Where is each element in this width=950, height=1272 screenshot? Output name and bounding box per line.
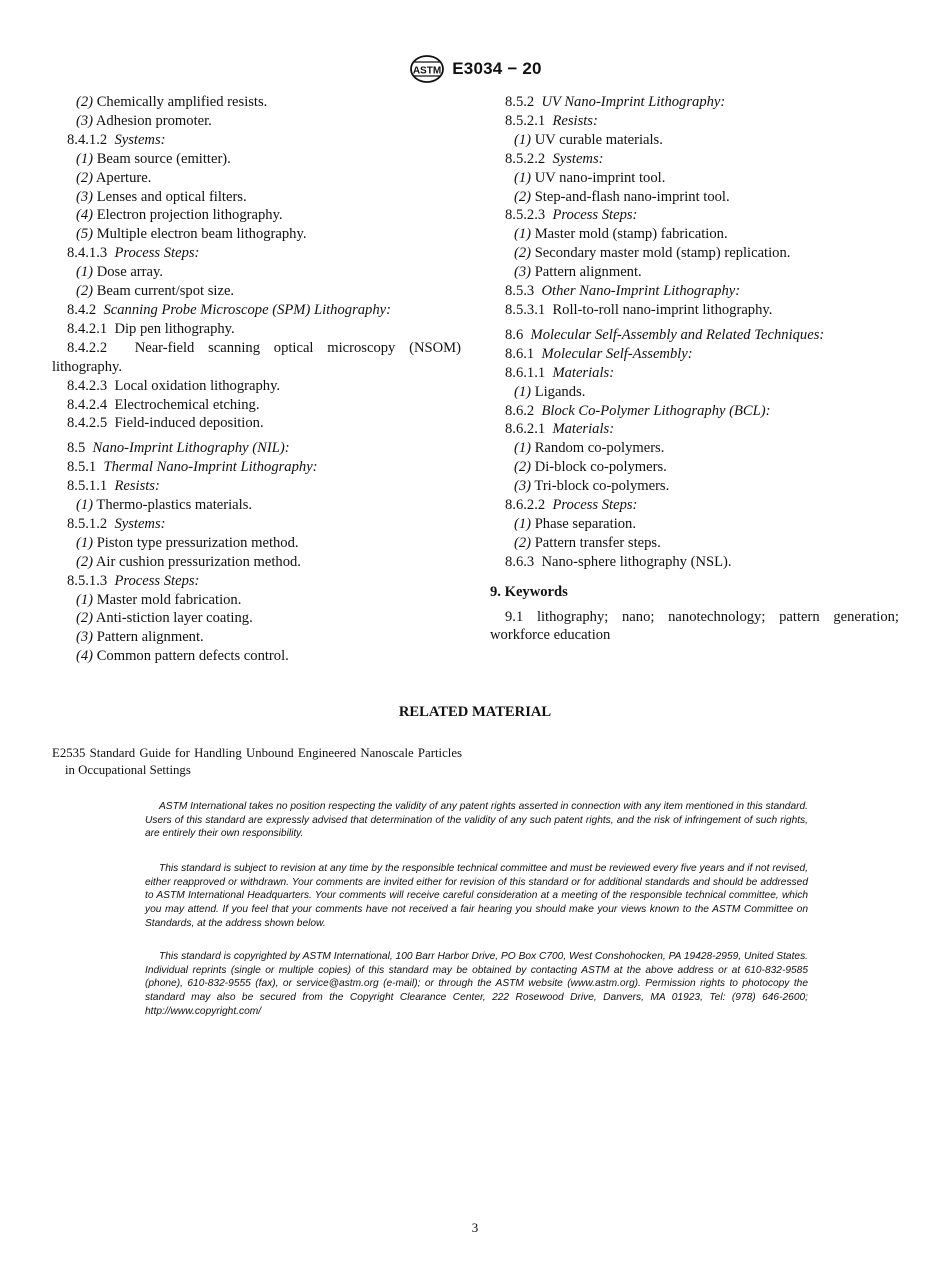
list-item (52, 206, 461, 225)
revision-notice-text: This standard is subject to revision at any time by the responsible technical committee and must be reviewed every five years and if not revised, either reapproved or withdrawn. Your comments are invited either for revision of this standard or for additional standards and should be addressed to ASTM International Headquarters. Your comments will receive careful consideration at a meeting of the responsible technical committee, which you may attend. If you feel that your comments have not received a fair hearing you should make your views known to the ASTM Committee on Standards, at the address shown below. (145, 863, 808, 929)
section-line (490, 301, 899, 320)
section-number: 8.5.1 (67, 459, 97, 476)
list-item-text: Pattern transfer steps. (534, 534, 661, 551)
section-heading: Materials: (552, 421, 615, 438)
list-item-text: Tri-block co-polymers. (534, 478, 670, 495)
list-item-number: (1) (514, 440, 532, 457)
section-line (490, 553, 899, 572)
list-item-text: Chemically amplified resists. (96, 94, 268, 110)
section-number: 8.5.1.2 (67, 515, 108, 532)
section-line (490, 206, 899, 225)
list-item-text: Secondary master mold (stamp) replication. (534, 245, 791, 262)
list-item (490, 439, 899, 458)
list-item (52, 169, 461, 188)
list-item-number: (3) (76, 188, 94, 205)
list-item-text: Electron projection lithography. (96, 207, 283, 224)
list-item (490, 263, 899, 282)
list-item-number: (2) (76, 610, 94, 627)
section-line (490, 112, 899, 131)
list-item-text: UV curable materials. (534, 131, 663, 148)
list-item-text: Aperture. (95, 169, 152, 186)
section-line (52, 572, 461, 591)
section-text: Nano-sphere lithography (NSL). (541, 553, 732, 570)
section-heading: Process Steps: (114, 572, 200, 589)
list-item (490, 244, 899, 263)
right-column (490, 93, 899, 645)
list-item (52, 225, 461, 244)
section-heading: Resists: (552, 112, 598, 129)
section-line (490, 420, 899, 439)
list-item-text: Random co-polymers. (534, 440, 665, 457)
list-item-number: (2) (514, 534, 532, 551)
list-item-text: Di-block co-polymers. (534, 459, 667, 476)
section-number: 8.5.2 (505, 94, 535, 110)
copyright-notice (145, 950, 808, 1019)
section-heading: Resists: (114, 478, 160, 495)
section-line (490, 496, 899, 515)
page-number: 3 (471, 1220, 479, 1235)
list-item (52, 150, 461, 169)
list-item (52, 263, 461, 282)
list-item (52, 609, 461, 628)
section-text: Near-field scanning optical microscopy (NSOM) lithography. (52, 339, 462, 375)
list-item-text: Pattern alignment. (96, 629, 204, 646)
section-number: 8.6.1 (505, 345, 535, 362)
list-item-text: Adhesion promoter. (95, 112, 212, 129)
list-item (52, 553, 461, 572)
section-line (52, 377, 461, 396)
section-heading: Systems: (114, 131, 166, 148)
section-heading: Materials: (552, 364, 615, 381)
document-designation: E3034 − 20 (452, 59, 542, 78)
section-line (52, 244, 461, 263)
section-number: 8.4.2.3 (67, 377, 108, 394)
svg-text:ASTM: ASTM (413, 65, 442, 77)
list-item-number: (4) (76, 648, 94, 665)
section-text: Electrochemical etching. (114, 396, 260, 413)
list-item-text: UV nano-imprint tool. (534, 169, 666, 186)
list-item-text: Phase separation. (534, 515, 637, 532)
list-item-number: (3) (76, 112, 94, 129)
section-line (52, 131, 461, 150)
list-item (490, 515, 899, 534)
section-number: 8.6 (505, 326, 524, 343)
right-column-items (490, 93, 899, 572)
section-number: 8.6.2.1 (505, 421, 546, 438)
list-item-number: (5) (76, 226, 94, 243)
section-number: 8.4.2 (67, 301, 97, 318)
list-item-number: (3) (514, 264, 532, 281)
list-item-text: Piston type pressurization method. (96, 534, 299, 551)
list-item-text: Beam source (emitter). (96, 150, 231, 167)
list-item-number: (3) (76, 629, 94, 646)
list-item-number: (1) (514, 131, 532, 148)
section-line (490, 326, 899, 345)
list-item-text: Thermo-plastics materials. (96, 497, 253, 514)
related-material-heading: RELATED MATERIAL (398, 704, 552, 720)
list-item (52, 188, 461, 207)
section-line (490, 93, 899, 112)
section-line (52, 396, 461, 415)
section-number: 8.6.1.1 (505, 364, 546, 381)
list-item-number: (1) (76, 591, 94, 608)
list-item-number: (2) (514, 459, 532, 476)
list-item (490, 131, 899, 150)
page-header (0, 54, 950, 84)
section-heading: Process Steps: (114, 245, 200, 262)
section-heading: Molecular Self-Assembly: (541, 345, 693, 362)
section-number: 8.6.2.2 (505, 497, 546, 514)
list-item (52, 93, 461, 112)
list-item (490, 225, 899, 244)
section-text: Roll-to-roll nano-imprint lithography. (552, 301, 773, 318)
list-item-text: Anti-stiction layer coating. (95, 610, 253, 627)
section-line (490, 364, 899, 383)
list-item-text: Master mold fabrication. (96, 591, 242, 608)
section-line (52, 458, 461, 477)
list-item (490, 383, 899, 402)
section-line (52, 477, 461, 496)
section-line (490, 345, 899, 364)
list-item-text: Master mold (stamp) fabrication. (534, 226, 728, 243)
list-item-text: Beam current/spot size. (96, 283, 235, 300)
list-item-number: (1) (514, 226, 532, 243)
list-item (52, 591, 461, 610)
section-number: 8.5.3 (505, 283, 535, 300)
section-heading: Systems: (114, 515, 166, 532)
section-number: 8.5.2.1 (505, 112, 546, 129)
section-line (490, 282, 899, 301)
list-item (52, 282, 461, 301)
list-item-text: Pattern alignment. (534, 264, 642, 281)
section-number: 8.4.2.4 (67, 396, 108, 413)
section-heading: Molecular Self-Assembly and Related Techniques: (530, 326, 825, 343)
revision-notice (145, 862, 808, 931)
list-item-number: (2) (76, 169, 94, 186)
list-item-text: Step-and-flash nano-imprint tool. (534, 188, 730, 205)
section-heading: Block Co-Polymer Lithography (BCL): (541, 402, 771, 419)
keywords-text: 9.1 lithography; nano; nanotechnology; pattern generation; workforce education (490, 608, 899, 644)
list-item-number: (1) (76, 264, 94, 281)
keywords-heading: 9. Keywords (490, 583, 568, 600)
list-item-number: (3) (514, 478, 532, 495)
list-item-text: Common pattern defects control. (96, 648, 289, 665)
list-item-text: Dose array. (96, 264, 164, 281)
astm-logo-icon (408, 54, 446, 84)
section-line (52, 339, 461, 377)
list-item (490, 477, 899, 496)
section-heading: UV Nano-Imprint Lithography: (541, 94, 726, 110)
section-heading: Scanning Probe Microscope (SPM) Lithography: (103, 301, 391, 318)
section-number: 8.6.3 (505, 553, 535, 570)
section-heading: Process Steps: (552, 497, 638, 514)
section-number: 8.4.1.3 (67, 245, 108, 262)
section-line (490, 150, 899, 169)
section-heading: Nano-Imprint Lithography (NIL): (92, 440, 290, 457)
section-number: 8.4.1.2 (67, 131, 108, 148)
list-item-number: (2) (514, 188, 532, 205)
section-line (52, 414, 461, 433)
patent-notice-text: ASTM International takes no position respecting the validity of any patent rights asserted in connection with any item mentioned in this standard. Users of this standard are expressly advised that determination of the validity of any such patent rights, and the risk of infringement of such rights, are entirely their own responsibility. (145, 801, 808, 840)
related-material-item: E2535 Standard Guide for Handling Unbound Engineered Nanoscale Particles in Occupational Settings (52, 746, 462, 777)
list-item-number: (1) (76, 150, 94, 167)
list-item-text: Multiple electron beam lithography. (96, 226, 307, 243)
list-item-number: (2) (514, 245, 532, 262)
section-line (52, 320, 461, 339)
list-item (490, 458, 899, 477)
section-number: 8.5.2.2 (505, 150, 546, 167)
copyright-notice-text: This standard is copyrighted by ASTM International, 100 Barr Harbor Drive, PO Box C700, West Conshohocken, PA 19428-2959, United States. Individual reprints (single or multiple copies) of this standard may be obtained by contacting ASTM at the above address or at 610-832-9585 (phone), 610-832-9555 (fax), or service@astm.org (e-mail); or through the ASTM website (www.astm.org). Permission rights to photocopy the standard may also be secured from the Copyright Clearance Center, 222 Rosewood Drive, Danvers, MA 01923, Tel: (978) 646-2600; http://www.copyright.com/ (145, 951, 808, 1017)
section-line (52, 301, 461, 320)
list-item-number: (1) (514, 383, 532, 400)
list-item-number: (4) (76, 207, 94, 224)
section-text: Local oxidation lithography. (114, 377, 281, 394)
section-heading: Process Steps: (552, 207, 638, 224)
list-item (52, 496, 461, 515)
section-number: 8.5 (67, 440, 86, 457)
list-item (52, 628, 461, 647)
section-text: Field-induced deposition. (114, 415, 264, 432)
list-item-number: (2) (76, 283, 94, 300)
section-heading: Thermal Nano-Imprint Lithography: (103, 459, 318, 476)
list-item-number: (1) (76, 534, 94, 551)
section-text: Dip pen lithography. (114, 320, 235, 337)
section-number: 8.5.1.3 (67, 572, 108, 589)
list-item (490, 534, 899, 553)
section-line (490, 402, 899, 421)
list-item-number: (2) (76, 94, 94, 110)
section-number: 8.5.1.1 (67, 478, 108, 495)
left-column (52, 93, 461, 666)
section-number: 8.4.2.2 (67, 339, 108, 356)
section-line (52, 515, 461, 534)
section-heading: Other Nano-Imprint Lithography: (541, 283, 741, 300)
section-line (52, 439, 461, 458)
section-number: 8.6.2 (505, 402, 535, 419)
list-item (490, 169, 899, 188)
section-heading: Systems: (552, 150, 604, 167)
section-number: 8.5.3.1 (505, 301, 546, 318)
list-item (52, 112, 461, 131)
patent-notice (145, 800, 808, 841)
section-number: 8.4.2.5 (67, 415, 108, 432)
section-number: 8.4.2.1 (67, 320, 108, 337)
list-item (490, 188, 899, 207)
list-item (52, 534, 461, 553)
list-item-text: Lenses and optical filters. (96, 188, 247, 205)
list-item-number: (1) (76, 497, 94, 514)
list-item-number: (1) (514, 169, 532, 186)
list-item (52, 647, 461, 666)
list-item-text: Air cushion pressurization method. (95, 553, 301, 570)
list-item-text: Ligands. (534, 383, 586, 400)
list-item-number: (1) (514, 515, 532, 532)
section-number: 8.5.2.3 (505, 207, 546, 224)
list-item-number: (2) (76, 553, 94, 570)
